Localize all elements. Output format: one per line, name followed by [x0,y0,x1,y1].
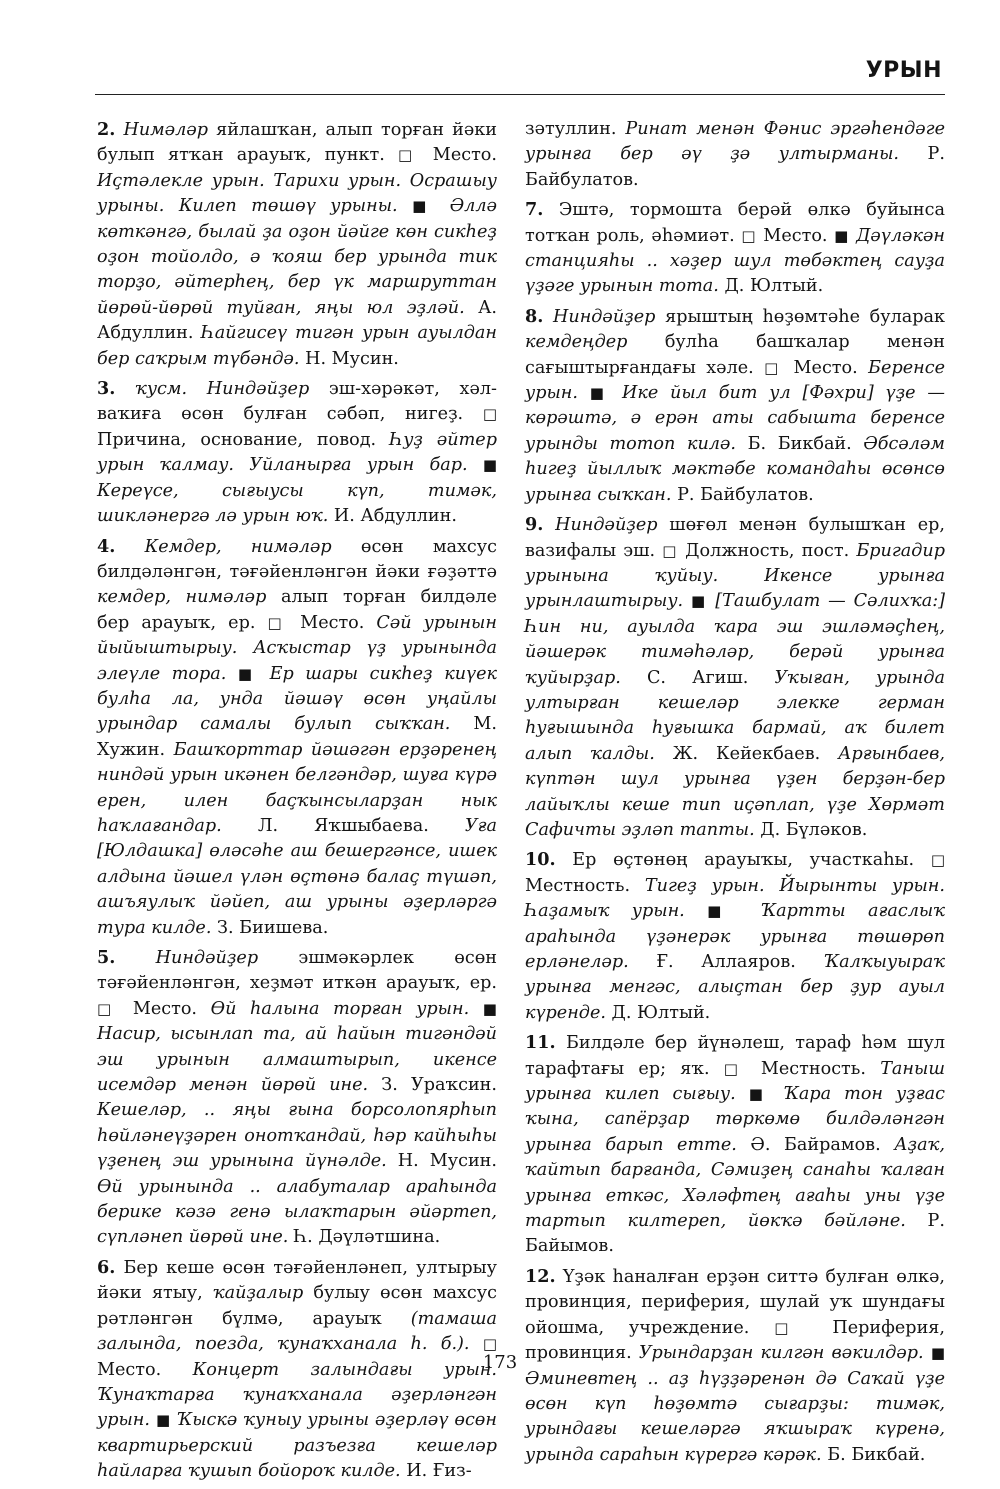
open-square-icon: □ [774,1318,808,1337]
open-square-icon: □ [97,999,120,1018]
quotation: Әминевтең .. аҙ һүҙҙәренән дә Саҡай үҙе өсөн күп һөҙөмтә сығарҙы: тимәк, урындағы кешеләргә яҡшыраҡ күренә, урында сараһын күрергә кәрәк. [525,1368,945,1465]
author: Б. Бикбай. [735,433,864,454]
quotation: Уға [Юлдашка] өләсәһе аш бешергәнсе, ишек алдына йәшел үлән өҫтөнә балаҫ түшәп, ашъяулыҡ йәйеп, аш урыны әҙерләргә тура килде. [97,815,497,938]
sense-6: 6. Бер кеше өсөн тәғәйенләнеп, ултырыу йәки ятыу, ҡайҙалыр булыу өсөн махсус рәтләнгән бүлмә, арауыҡ (тамаша залында, поезда, ҡунаҡханала һ. б.). □ Место. Концерт залындағы урын. Ҡунаҡтарға ҡунаҡханала әҙерләнгән урын. ■ Ҡыскә ҡуныу урыны әҙерләү өсөн квартирьерский разъезға кешеләр һайларға ҡушып бойороҡ килде. И. Ғиз- [97,1256,498,1482]
quotation: Ер шары сикһеҙ киүек булһа ла, унда йәшәү өсөн уңайлы урындар самалы булып сыҡҡан. [97,663,497,735]
filled-square-icon: ■ [482,456,497,475]
russian-equivalent: Причина, основание, повод. [97,429,391,450]
author: зәтуллин. [525,119,626,139]
running-header: УРЫН [865,58,942,83]
sense-5: 5. Ниндәйҙер эшмәкәрлек өсөн тәғәйенләнгән, хеҙмәт иткән арауыҡ, ер. □ Место. Өй һалына торған урын. ■ Насир, ысынлап та, ай һайын тигәндәй эш урынын алмаштырып, икенсе исемдәр менән йөрөй ине. З. Ураҡсин. Кешеләр, .. яңы ғына борсолопярһып һөйләнеүҙәрен онотҡандай, һәр кайһыһы үҙенең эш урынына йүнәлде. Н. Мусин. Өй урынында .. алабуталар араһында берике кәзә генә ылаҡтарын әйәртеп, сүпләнеп йөрөй ине. Һ. Дәүләтшина. [97,947,498,1248]
filled-square-icon: ■ [155,1411,171,1430]
author: И. Абдуллин. [328,506,457,527]
quotation: Һайгисеү тигән урын ауылдан бер саҡрым түбәндә. [97,323,497,369]
sense-6-continued [525,117,945,193]
sense-number: 5. [97,947,116,968]
author: З. Ураҡсин. [368,1075,497,1096]
filled-square-icon: ■ [482,999,497,1018]
author: Р. Байымов. [525,1211,945,1257]
sense-number: 6. [97,1256,116,1278]
author: А. Абдуллин. [97,297,497,344]
russian-equivalent: Местность. [746,1058,881,1079]
filled-square-icon: ■ [930,1344,945,1363]
sense-12: 12. Үҙәк һаналған ерҙән ситтә булған өлкә, провинция, периферия, шулай уҡ шундағы ойошма, учреждение. □ Периферия, провинция. Урындарҙан килгән вәкилдәр. ■ Әминевтең .. аҙ һүҙҙәренән дә Саҡай үҙе өсөн күп һөҙөмтә сығарҙы: тимәк, урындағы кешеләргә яҡшыраҡ күренә, урында сараһын күрергә кәрәк. Б. Бикбай. [525,1265,945,1465]
quotation: Кешеләр, .. яңы ғына борсолопярһып һөйләнеүҙәрен онотҡандай, һәр кайһыһы үҙенең эш урынына йүнәлде. [97,1100,497,1172]
sense-number: 12. [525,1265,556,1287]
quotation: Башҡорттар йәшәгән ерҙәренең ниндәй урын икәнен белгәндәр, шуға күрә ерен, илен баҫҡынсыларҙан нык һаҡлағандар. [97,739,497,836]
header-rule [95,94,945,95]
filled-square-icon: ■ [834,226,850,245]
quotation: Ҡыскә ҡуныу урыны әҙерләү өсөн квартирьерский разъезға кешеләр һайларға ҡушып бойороҡ килде. [97,1410,497,1482]
quotation: Ринат менән Фәнис эргәһендәге урынға бер әү ҙә ултырманы. [525,119,945,165]
sense-11: 11. Билдәле бер йүнәлеш, тараф һәм шул тарафтағы ер; яҡ. □ Местность. Таныш урынға килеп сығыу. ■ Ҡара тон уҙғас ҡына, сапёрҙар төркөмө билдәләнгән урынға барып етте. Ә. Байрамов. Аҙаҡ, ҡайтып барғанда, Сәмиҙең санаһы ҡалған урынға еткәс, Хәләфтең ағаһы уны үҙе тартып килтереп, йөкҡә бәйләне. Р. Байымов. [525,1032,946,1257]
author: М. Хужин. [97,714,498,760]
sense-7: 7. Эштә, тормошта берәй өлкә буйынса тотҡан роль, әһәмиәт. □ Место. ■ Дәүләкән станцияһы .. хәҙер шул төбәктең сауҙа үҙәге урынын тота. Д. Юлтый. [525,199,945,297]
russian-equivalent: Периферия, провинция. [525,1317,945,1364]
example: Өй һалына торған урын. [210,998,470,1019]
quotation: Өй урынында .. алабуталар араһында берике кәзә генә ылаҡтарын әйәртеп, сүпләнеп йөрөй ине. [97,1176,497,1248]
author: С. Агиш. [620,667,775,688]
sense-9: 9. Ниндәйҙер шөғөл менән булышҡан ер, вазифалы эш. □ Должность, пост. Бригадир урынына ҡуйыу. Икенсе урынға урынлаштырыу. ■ [Ташбулат — Сәлихҡа:] Һин ни, ауылда ҡара эш эшләмәҫһең, йәшерәк тимәһәләр, берәй урынға ҡуйырҙар. С. Агиш. Уҡыған, урында ултырған кешеләр элеккe герман һуғышында һуғышка бармай, аҡ билет алып ҡалды. Ж. Кейекбаев. Арғынбаев, күптән шул урынға үҙен берҙән-бер лайыҡлы кеше тип иҫәплап, үҙе Хөрмәт Сафичты эҙләп тапты. Д. Бүләков. [525,514,946,840]
sense-number: 4. [97,535,116,557]
example: Иҫтәлекле урын. Тарихи урын. Осрашыу урыны. Килеп төшөү урыны. [97,170,497,217]
quotation: Ҡалҡыуыраҡ урынға менгәс, алыҫтан бер ҙур ауыл күренде. [525,952,945,1023]
quotation: Әбсәләм һигеҙ йыллыҡ мәктәбе командаһы өсөнсө урынға сыҡкан. [525,433,945,505]
author: И. Ғиз- [400,1461,472,1482]
russian-equivalent: Место. [97,1359,193,1380]
example: Тигеҙ урын. Йырынты урын. Һаҙамыҡ урын. [525,875,945,922]
example: Беренсе урын. [525,357,945,404]
sense-number: 3. [97,378,116,400]
sense-10: 10. Ер өҫтөнөң арауыҡы, участкаһы. □ Местность. Тигеҙ урын. Йырынты урын. Һаҙамыҡ урын. ■ Ҡартты ағаслыҡ араһында үҙәнерәк урынға төшөрөп ерләнеләр. Ғ. Аллаяров. Ҡалҡыуыраҡ урынға менгәс, алыҫтан бер ҙур ауыл күренде. Д. Юлтый. [525,849,945,1023]
example: Урындарҙан килгән вәкилдәр. [638,1343,924,1364]
author: Д. Юлтый. [718,276,824,297]
filled-square-icon: ■ [412,197,436,216]
open-square-icon: □ [741,226,757,245]
russian-equivalent: Место. [119,998,211,1019]
author: З. Биишева. [211,917,329,938]
example: Сәй урынын йыйыштырыу. Асҡыстар үҙ урынында элеүле тора. [97,612,497,684]
sense-number: 11. [525,1032,556,1054]
quotation: Ҡара тон уҙғас ҡына, сапёрҙар төркөмө билдәләнгән урынға барып етте. [525,1084,946,1155]
russian-equivalent: Должность, пост. [678,540,857,561]
filled-square-icon: ■ [691,592,708,611]
russian-equivalent: Местность. [525,875,645,896]
open-square-icon: □ [482,405,497,424]
filled-square-icon: ■ [589,384,611,403]
quotation: Кереүсе, сығыусы күп, тимәк, шикләнергә лә урын юҡ. [97,480,497,527]
filled-square-icon: ■ [707,902,739,921]
example: Һуҙ әйтер урын ҡалмау. Уйланырға урын бар. [97,429,497,476]
example: Концерт залындағы урын. Ҡунаҡтарға ҡунаҡханала әҙерләнгән урын. [97,1359,497,1431]
quotation: Ҡартты ағаслыҡ араһында үҙәнерәк урынға төшөрөп ерләнеләр. [525,901,945,972]
left-column [97,117,497,1489]
quotation: Дәүләкән станцияһы .. хәҙер шул төбәктең сауҙа үҙәге урынын тота. [525,225,945,297]
author: Б. Бикбай. [821,1444,926,1465]
quotation: Арғынбаев, күптән шул урынға үҙен берҙән-бер лайыҡлы кеше тип иҫәплап, үҙе Хөрмәт Сафичты эҙләп тапты. [525,743,946,840]
author: Ғ. Аллаяров. [628,952,824,972]
right-column [525,117,945,1472]
open-square-icon: □ [397,146,420,165]
russian-equivalent: Место. [419,145,497,166]
example: Бригадир урынына ҡуйыу. Икенсе урынға урынлаштырыу. [525,540,945,612]
filled-square-icon: ■ [237,664,259,683]
russian-equivalent: Место. [756,225,835,246]
page-number: 173 [482,1352,518,1373]
sense-3: 3. ҡусм. Ниндәйҙер эш-хәрәкәт, хәл-ваҡиға өсөн булған сәбәп, нигеҙ. □ Причина, основание, повод. Һуҙ әйтер урын ҡалмау. Уйланырға урын бар. ■ Кереүсе, сығыусы күп, тимәк, шикләнергә лә урын юҡ. И. Абдуллин. [97,378,497,527]
sense-2: 2. Нимәләр яйлашҡан, алып торған йәки булып ятҡан арауыҡ, пункт. □ Место. Иҫтәлекле урын. Тарихи урын. Осрашыу урыны. Килеп төшөү урыны. ■ Әллә көткәнгә, былай ҙа оҙон йәйге көн сикһеҙ оҙон тойолдо, ә ҡояш бер урында тик торҙо, әйтерһең, бер үк маршруттан йөрөй-йөрөй туйған, яңы юл эҙләй. А. Абдуллин. Һайгисеү тигән урын ауылдан бер саҡрым түбәндә. Н. Мусин. [97,119,498,369]
open-square-icon: □ [764,358,784,377]
author: Ж. Кейекбаев. [654,743,839,764]
quotation: Әллә көткәнгә, былай ҙа оҙон йәйге көн сикһеҙ оҙон тойолдо, ә ҡояш бер урында тик торҙо, әйтерһең, бер үк маршруттан йөрөй-йөрөй туйған, яңы юл эҙләй. [97,196,497,318]
sense-8: 8. Ниндәйҙер ярыштың һөҙөмтәһе буларак кемдеңдер булһа башҡалар менән сағыштырғандағы хәле. □ Место. Беренсе урын. ■ Ике йыл бит ул [Фәхри] үҙе — көрәштә, ә ерән аты сабышта беренсе урынды тотоп килә. Б. Бикбай. Әбсәләм һигеҙ йыллыҡ мәктәбе командаһы өсөнсө урынға сыҡкан. Р. Байбулатов. [525,305,945,505]
sense-number: 10. [525,849,556,871]
grammar-label: ҡусм. [115,379,207,400]
open-square-icon: □ [267,613,289,632]
quotation: [Ташбулат — Сәлихҡа:] Һин ни, ауылда ҡара эш эшләмәҫһең, йәшерәк тимәһәләр, берәй урынға ҡуйырҙар. [525,591,945,688]
quotation: Ике йыл бит ул [Фәхри] үҙе — көрәштә, ә ерән аты сабышта беренсе урынды тотоп килә. [525,383,945,454]
example: Таныш урынға килеп сығыу. [525,1058,945,1105]
author: Һ. Дәүләтшина. [288,1227,441,1248]
open-square-icon: □ [723,1059,747,1078]
russian-equivalent: Место. [288,612,377,633]
quotation: Аҙаҡ, ҡайтып барғанда, Сәмиҙең санаһы ҡалған урынға еткәс, Хәләфтең ағаһы уны үҙе тартып килтереп, йөкҡә бәйләне. [525,1134,946,1232]
quotation: Уҡыған, урында ултырған кешеләр элеккe герман һуғышында һуғышка бармай, аҡ билет алып ҡалды. [525,667,945,764]
author: Ә. Байрамов. [736,1134,895,1155]
sense-number: 2. [97,119,116,140]
filled-square-icon: ■ [748,1085,771,1104]
author: Н. Мусин. [386,1151,497,1172]
author: Д. Бүләков. [754,819,868,840]
sense-number: 7. [525,199,544,221]
sense-4: 4. Кемдер, нимәләр өсөн махсус билдәләнгән, тәғәйенләнгән йәки ғәҙәттә кемдер, нимәләр алып торған билдәле бер арауыҡ, ер. □ Место. Сәй урынын йыйыштырыу. Асҡыстар үҙ урынында элеүле тора. ■ Ер шары сикһеҙ киүек булһа ла, унда йәшәү өсөн уңайлы урындар самалы булып сыҡҡан. М. Хужин. Башҡорттар йәшәгән ерҙәренең ниндәй урын икәнен белгәндәр, шуға күрә ерен, илен баҫҡынсыларҙан нык һаҡлағандар. Л. Яҡшыбаева. Уға [Юлдашка] өләсәһе аш бешергәнсе, ишек алдына йәшел үлән өҫтөнә балаҫ түшәп, ашъяулыҡ йәйеп, аш урыны әҙерләргә тура килде. З. Биишева. [97,535,498,938]
open-square-icon: □ [482,1335,498,1354]
sense-number: 9. [525,514,544,536]
sense-number: 8. [525,305,544,327]
author: Р. Байбулатов. [671,484,814,505]
quotation: Насир, ысынлап та, ай һайын тигәндәй эш урынын алмаштырып, икенсе исемдәр менән йөрөй ине. [97,1024,497,1096]
open-square-icon: □ [662,541,679,560]
author: Р. Байбулатов. [525,144,945,190]
author: Д. Юлтый. [605,1002,711,1023]
author: Л. Яҡшыбаева. [221,815,465,836]
open-square-icon: □ [930,851,945,870]
russian-equivalent: Место. [783,357,869,378]
author: Н. Мусин. [299,348,399,369]
